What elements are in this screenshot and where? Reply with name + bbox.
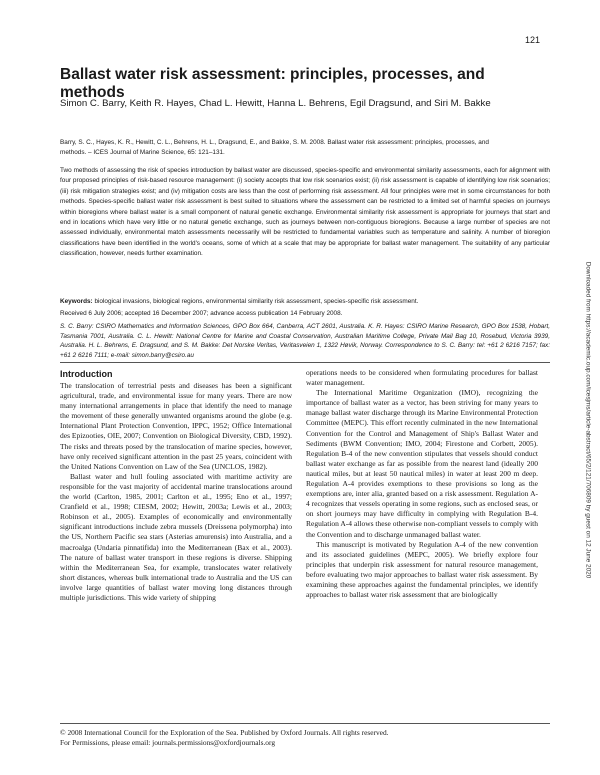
received-dates: Received 6 July 2006; accepted 16 December 2007; advance access publication 14 February 2008.: [60, 310, 343, 317]
keywords: [60, 297, 550, 306]
copyright-notice: © 2008 International Council for the Exploration of the Sea. Published by Oxford Journals. All rights reserved.: [60, 728, 389, 737]
article-notes: [60, 309, 550, 361]
citation-line: methods. – ICES Journal of Marine Science, 65: 121–131.: [60, 148, 225, 156]
permissions-notice: For Permissions, please email: journals.permissions@oxfordjournals.org: [60, 737, 276, 747]
keywords-text: biological invasions, biological regions, environmental similarity risk assessment, species-specific risk assessment.: [94, 298, 419, 305]
citation: [60, 138, 550, 157]
paragraph: The International Maritime Organization (IMO), recognizing the importance of ballast water as a vector, has been striving for many years to manage ballast water discharge through its Marine Environmental Protection Committee (MEPC). This effort recently culminated in the new International Convention for the Control and Management of Ship's Ballast Water and Sediments (BWM Convention; IMO, 2004; Firestone and Corbett, 2005). Regulation B-4 of the new convention stipulates that vessels should conduct ballast water exchange as far as possible from the nearest land (ideally 200 nautical miles, but at least 50 nautical miles) in water at least 200 m deep. Regulation A-4 provides exemptions to these provisions so long as the exemptions are, inter alia, granted based on a risk assessment. Regulation A-4 recognizes that vessels operating in some regions, such as enclosed seas, or on short journeys may have difficulty in complying with Regulation B-4. Regulation A-4 allows these otherwise non-compliant vessels to comply with the Convention and to discharge unmanaged ballast water.: [306, 388, 538, 539]
section-heading: Introduction: [60, 369, 113, 379]
author-list: Simon C. Barry, Keith R. Hayes, Chad L. Hewitt, Hanna L. Behrens, Egil Dragsund, and Siri M. Bakke: [60, 98, 491, 109]
article-title: Ballast water risk assessment: principles, processes, and methods: [60, 66, 485, 101]
header-divider: [60, 362, 550, 363]
paragraph: Ballast water and hull fouling associated with maritime activity are responsible for the vast majority of accidental marine translocations around the world (Carlton, 1985, 2001; Carlton et al., 1995; Eno et al., 1997; Cranfield et al., 1998; CIESM, 2002; Hewitt, 2003a; Lewis et al., 2003; Robinson et al., 2005). Examples of economically and environmentally significant introductions include zebra mussels (Dreissena polymorpha) into the US, Northern Pacific sea stars (Asterias amurensis) into Australia, and a macroalga (Undaria pinnatifida) into the Mediterranean (Bax et al., 2003). The nature of ballast water transport in these regions is diverse. Shipping within the Mediterranean Sea, for example, translocates water relatively short distances, whereas bulk international trade to Australia and the US can involve large quantities of ballast water moving long distances through multiple jurisdictions. This wide variety of shipping: [60, 471, 292, 602]
author-affiliations: S. C. Barry: CSIRO Mathematics and Information Sciences, GPO Box 664, Canberra, ACT 2601, Australia. K. R. Hayes: CSIRO Marine Research, GPO Box 1538, Hobart, Tasmania 7001, Australia. C. L. Hewitt: National Centre for Marine and Coastal Conservation, Australian Maritime College, Private Mail Bag 10, Rosebud, Victoria 3939, Australia. H. L. Behrens, E. Dragsund, and S. M. Bakke: Det Norske Veritas, Veritasveien 1, 1322 Høvik, Norway. Correspondence to S. C. Barry: tel: +61 2 6216 7157; fax: +61 2 6216 7111; e-mail: simon.barry@csiro.au: [60, 322, 550, 360]
footer: [60, 728, 550, 747]
paragraph: operations needs to be considered when formulating procedures for ballast water management.: [306, 368, 538, 388]
footer-divider: [60, 723, 550, 724]
paragraph: This manuscript is motivated by Regulation A-4 of the new convention and its associated guidelines (MEPC, 2005). We briefly explore four principles that underpin risk assessment for natural resource management, before evaluating two major approaches to ballast water risk assessment. By examining these approaches against the fundamental principles, we identify approaches to ballast water risk assessment that are biologically: [306, 539, 538, 600]
citation-line: Barry, S. C., Hayes, K. R., Hewitt, C. L., Behrens, H. L., Dragsund, E., and Bakke, S. M. 2008. Ballast water risk assessment: principles, processes, and: [60, 139, 489, 146]
paragraph: The translocation of terrestrial pests and diseases has been a significant agricultural, trade, and environmental issue for many years. There are now many international arrangements in place that identify the need to manage the movement of these generally unwanted organisms around the globe (e.g. International Plant Protection Convention, IPPC, 1952; Office International des Epizooties, OIE, 2007; Convention on Biological Diversity, CBD, 1992). The risks and threats posed by the translocation of marine species, however, have only received significant attention in the past 25 years, coincident with the United Nations Convention on Law of the Sea (UNCLOS, 1982).: [60, 381, 292, 471]
abstract: Two methods of assessing the risk of species introduction by ballast water are discussed, species-specific and environmental similarity assessments, each for alignment with four proposed principles of risk-based resource management: (i) society accepts that low risk scenarios exist; (ii) risk assessment is capable of identifying low risk scenarios; (iii) risk mitigation strategies exist; and (iv) mitigation costs are less than the cost of performing risk assessment. All four principles were met in some circumstances for both methods. Species-specific ballast water risk assessment is best suited to situations where the assessment can be restricted to a limited set of harmful species on journeys within bioregions where ballast water is a small component of natural genetic exchange. Environmental similarity risk assessment is appropriate for journeys that start and end in locations which have very little or no natural genetic exchange, such as journeys between non-contiguous bioregions. Because a large number of species are not assessed individually, environmental match assessments necessarily will be restricted to fundamental variables such as temperature and salinity. A number of bioregion classifications have been identified in the world's oceans, some of which at a scale that may be appropriate for ballast water management. The suitability of any particular classification, however, needs further examination.: [60, 167, 550, 258]
keywords-label: Keywords:: [60, 298, 93, 305]
body-column-left: [60, 368, 292, 603]
body-column-right: [306, 368, 538, 600]
download-stamp-text: Downloaded from https://academic.oup.com/icesjms/article-abstract/65/2/121/706809 by guest on 12 June 2020: [584, 261, 592, 579]
page-number: 121: [524, 35, 540, 45]
